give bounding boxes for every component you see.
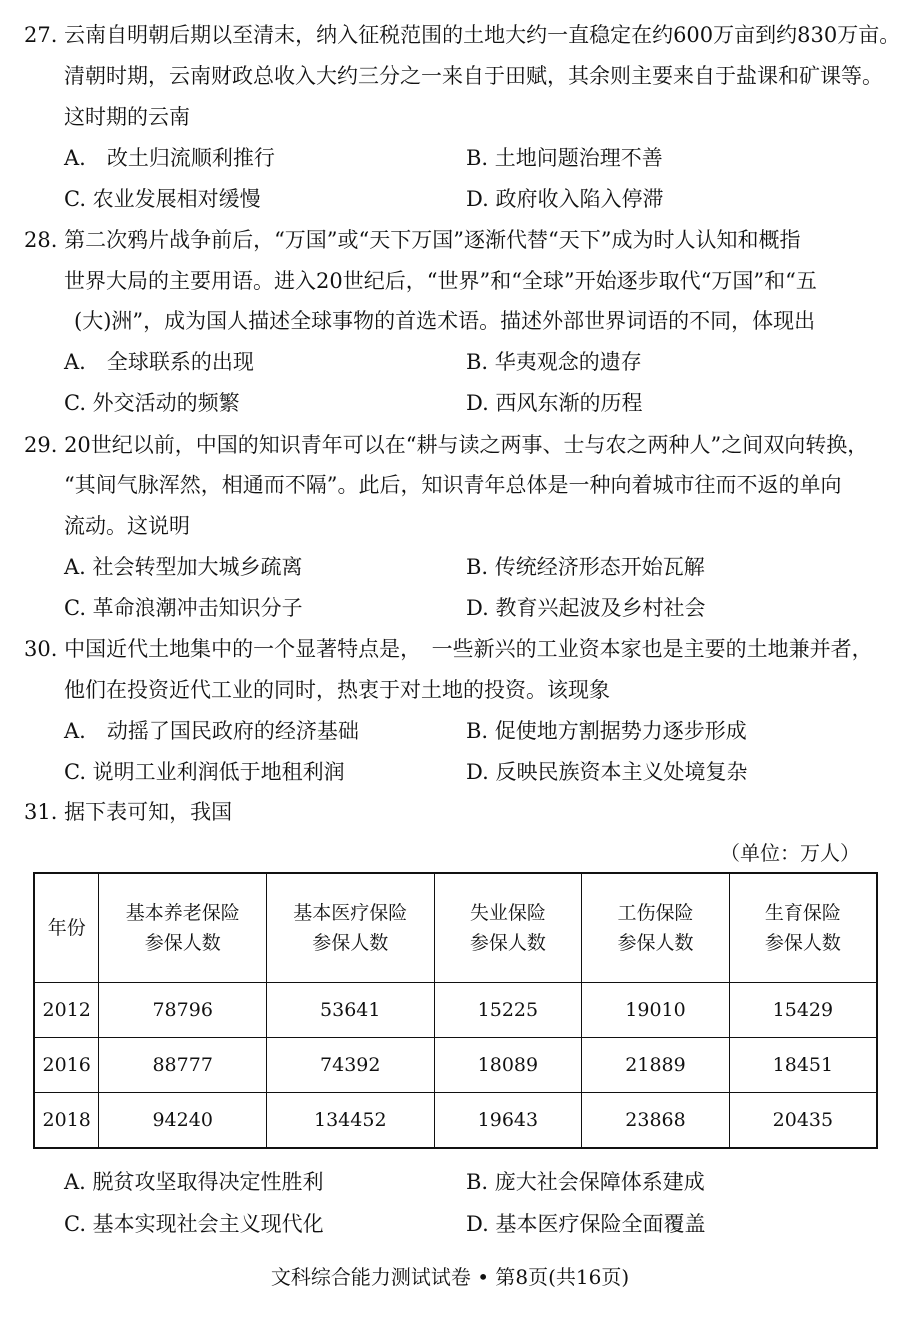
table-cell: 20435 — [729, 1093, 877, 1149]
page-footer: 文科综合能力测试试卷 • 第8页(共16页) — [270, 1265, 630, 1289]
table-header-row — [34, 873, 877, 983]
table-cell: 88777 — [99, 1038, 267, 1093]
question-30-option-d: D. 反映民族资本主义处境复杂 — [466, 760, 748, 784]
table-row — [34, 1038, 877, 1093]
question-30-option-a: A. 动摇了国民政府的经济基础 — [64, 719, 359, 743]
question-29-option-b: B. 传统经济形态开始瓦解 — [466, 555, 705, 579]
table-header-cell: 基本养老保险 参保人数 — [99, 873, 267, 983]
table-cell: 23868 — [582, 1093, 730, 1149]
question-28-option-b: B. 华夷观念的遗存 — [466, 350, 642, 374]
question-29-option-c: C. 革命浪潮冲击知识分子 — [64, 596, 303, 620]
table-header-cell: 年份 — [34, 873, 99, 983]
question-29-option-d: D. 教育兴起波及乡村社会 — [466, 596, 706, 620]
question-31-option-d: D. 基本医疗保险全面覆盖 — [466, 1212, 706, 1236]
question-29-line-1: 29. 20世纪以前，中国的知识青年可以在“耕与读之两事、士与农之两种人”之间双向转换， — [24, 433, 869, 457]
insurance-table — [33, 872, 878, 1149]
question-28-option-d: D. 西风东渐的历程 — [466, 391, 643, 415]
table-cell: 53641 — [266, 983, 434, 1038]
question-30-option-c: C. 说明工业利润低于地租利润 — [64, 760, 345, 784]
table-cell: 18089 — [434, 1038, 582, 1093]
question-31-stem: 31. 据下表可知，我国 — [24, 800, 233, 824]
table-header-cell: 基本医疗保险 参保人数 — [266, 873, 434, 983]
table-cell: 19010 — [582, 983, 730, 1038]
question-28-option-c: C. 外交活动的频繁 — [64, 391, 240, 415]
table-header-cell: 生育保险 参保人数 — [729, 873, 877, 983]
question-27-line-2: 清朝时期，云南财政总收入大约三分之一来自于田赋，其余则主要来自于盐课和矿课等。 — [64, 64, 883, 88]
question-27-option-c: C. 农业发展相对缓慢 — [64, 187, 261, 211]
question-28-line-1: 28. 第二次鸦片战争前后，“万国”或“天下万国”逐渐代替“天下”成为时人认知和概指 — [24, 228, 801, 252]
table-cell: 15225 — [434, 983, 582, 1038]
question-31-option-b: B. 庞大社会保障体系建成 — [466, 1170, 705, 1194]
question-27-line-3: 这时期的云南 — [64, 105, 190, 129]
table-cell: 94240 — [99, 1093, 267, 1149]
question-30-line-2: 他们在投资近代工业的同时，热衷于对土地的投资。该现象 — [64, 678, 610, 702]
question-29-option-a: A. 社会转型加大城乡疏离 — [64, 555, 303, 579]
table-row — [34, 1093, 877, 1149]
table-header-cell: 失业保险 参保人数 — [434, 873, 582, 983]
question-30-option-b: B. 促使地方割据势力逐步形成 — [466, 719, 747, 743]
question-28-option-a: A. 全球联系的出现 — [64, 350, 254, 374]
table-cell: 78796 — [99, 983, 267, 1038]
table-cell: 19643 — [434, 1093, 582, 1149]
table-cell: 18451 — [729, 1038, 877, 1093]
question-30-line-1: 30. 中国近代土地集中的一个显著特点是， 一些新兴的工业资本家也是主要的土地兼并者， — [24, 637, 873, 661]
question-29-line-3: 流动。这说明 — [64, 514, 190, 538]
question-27-option-b: B. 土地问题治理不善 — [466, 146, 663, 170]
question-31-option-a: A. 脱贫攻坚取得决定性胜利 — [64, 1170, 324, 1194]
table-header-cell: 工伤保险 参保人数 — [582, 873, 730, 983]
table-cell: 74392 — [266, 1038, 434, 1093]
table-cell: 134452 — [266, 1093, 434, 1149]
table-cell: 2012 — [34, 983, 99, 1038]
question-28-line-2: 世界大局的主要用语。进入20世纪后，“世界”和“全球”开始逐步取代“万国”和“五 — [64, 269, 817, 293]
table-cell: 15429 — [729, 983, 877, 1038]
question-27-line-1: 27. 云南自明朝后期以至清末，纳入征税范围的土地大约一直稳定在约600万亩到约830万亩。 — [24, 23, 900, 47]
question-29-line-2: “其间气脉浑然，相通而不隔”。此后，知识青年总体是一种向着城市往而不返的单向 — [64, 473, 842, 497]
question-27-option-a: A. 改土归流顺利推行 — [64, 146, 275, 170]
question-31-option-c: C. 基本实现社会主义现代化 — [64, 1212, 324, 1236]
table-cell: 21889 — [582, 1038, 730, 1093]
question-27-option-d: D. 政府收入陷入停滞 — [466, 187, 664, 211]
question-28-line-3: (大)洲”，成为国人描述全球事物的首选术语。描述外部世界词语的不同，体现出 — [74, 309, 816, 333]
table-unit-note: （单位：万人） — [720, 841, 860, 865]
table-cell: 2016 — [34, 1038, 99, 1093]
table-row — [34, 983, 877, 1038]
table-cell: 2018 — [34, 1093, 99, 1149]
